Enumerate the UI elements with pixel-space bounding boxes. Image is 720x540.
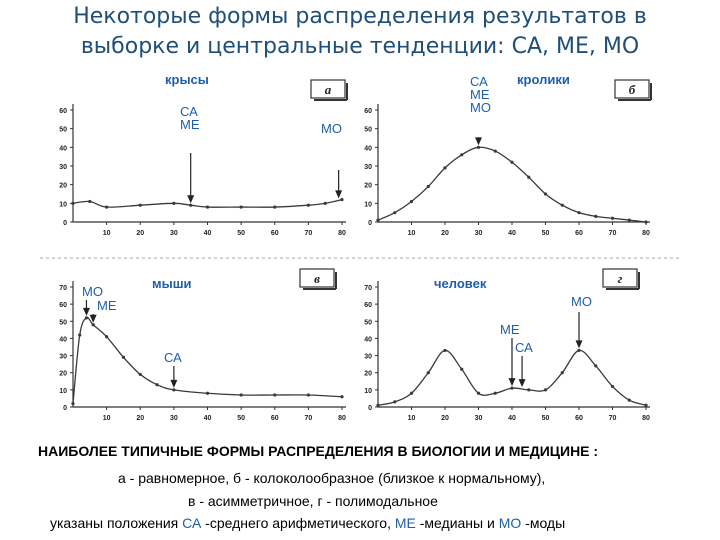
panel-г <box>364 269 650 422</box>
panel-letter: г <box>617 271 623 286</box>
data-point <box>611 217 614 220</box>
data-point <box>577 349 580 352</box>
y-tick-label: 40 <box>364 145 372 153</box>
data-point <box>105 335 108 338</box>
data-point <box>611 385 614 388</box>
panel-letter: в <box>314 271 320 286</box>
x-tick-label: 10 <box>407 415 416 422</box>
panel-title: крысы <box>165 72 209 87</box>
x-tick-label: 40 <box>203 415 212 422</box>
panel-в <box>59 269 346 422</box>
y-tick-label: 70 <box>59 285 67 292</box>
panel-б <box>364 72 651 237</box>
y-tick-label: 50 <box>364 319 372 327</box>
data-point <box>172 202 175 205</box>
y-tick-label: 10 <box>364 201 372 209</box>
data-point <box>340 198 343 201</box>
y-tick-label: 10 <box>364 387 372 395</box>
x-tick-label: 20 <box>441 415 449 422</box>
x-tick-label: 20 <box>136 230 145 237</box>
y-tick-label: 30 <box>59 164 67 171</box>
caption-line-3 <box>50 515 565 531</box>
data-point <box>189 204 192 207</box>
data-point <box>206 392 209 395</box>
data-point <box>577 211 580 214</box>
data-point <box>393 211 396 214</box>
data-point <box>427 371 430 374</box>
x-tick-label: 50 <box>541 230 550 237</box>
marker-label: МО <box>571 294 592 309</box>
marker-label: СА <box>515 340 533 355</box>
data-point <box>240 393 243 396</box>
marker-label: МО <box>321 121 342 136</box>
caption-mo: МО <box>498 515 522 531</box>
data-point <box>628 219 631 222</box>
data-point <box>410 392 413 395</box>
x-tick-label: 40 <box>203 230 212 237</box>
marker-arrowhead <box>335 190 342 198</box>
x-tick-label: 50 <box>237 230 246 237</box>
x-tick-label: 40 <box>508 230 516 237</box>
data-point <box>477 146 480 149</box>
data-point <box>92 323 95 326</box>
data-point <box>527 176 530 179</box>
data-point <box>427 185 430 188</box>
caption-ca-text: -среднего арифметического, <box>201 515 395 531</box>
y-tick-label: 20 <box>59 182 67 190</box>
panel-letter: а <box>324 82 332 97</box>
caption-me-text: -медианы и <box>415 515 499 531</box>
x-tick-label: 30 <box>169 415 178 422</box>
caption-prefix: указаны положения <box>50 515 183 531</box>
y-tick-label: 50 <box>364 126 372 134</box>
marker-label: СА <box>470 74 488 89</box>
y-tick-label: 50 <box>59 319 67 327</box>
data-point <box>376 219 379 222</box>
marker-label: МО <box>82 284 103 299</box>
data-point <box>105 205 108 208</box>
data-point <box>71 402 74 405</box>
data-point <box>628 399 631 402</box>
data-point <box>155 383 158 386</box>
marker-arrowhead <box>83 308 90 316</box>
y-tick-label: 30 <box>364 353 372 361</box>
panel-а <box>59 72 347 237</box>
data-point <box>544 192 547 195</box>
panel-letter: б <box>628 82 636 97</box>
marker-arrowhead <box>576 340 583 348</box>
data-point <box>376 404 379 407</box>
marker-arrowhead <box>187 195 194 203</box>
x-tick-label: 30 <box>169 230 178 237</box>
data-point <box>393 400 396 403</box>
x-tick-label: 80 <box>642 230 650 237</box>
y-tick-label: 60 <box>59 302 67 310</box>
data-point <box>527 388 530 391</box>
y-tick-label: 0 <box>63 405 67 412</box>
data-point <box>307 204 310 207</box>
x-tick-label: 50 <box>541 415 550 422</box>
x-tick-label: 60 <box>270 230 279 237</box>
data-point <box>510 387 513 390</box>
y-tick-label: 50 <box>59 126 67 134</box>
y-tick-label: 60 <box>59 108 67 115</box>
y-tick-label: 40 <box>364 336 372 344</box>
data-point <box>85 316 88 319</box>
data-point <box>324 202 327 205</box>
y-tick-label: 20 <box>59 370 67 378</box>
x-tick-label: 70 <box>304 230 313 237</box>
title-line-2: выборке и центральные тенденции: СА, МЕ, МО <box>80 34 640 59</box>
y-tick-label: 30 <box>59 353 67 361</box>
marker-arrowhead <box>475 137 482 145</box>
x-tick-label: 30 <box>474 230 483 237</box>
caption-heading: НАИБОЛЕЕ ТИПИЧНЫЕ ФОРМЫ РАСПРЕДЕЛЕНИЯ В БИОЛОГИИ И МЕДИЦИНЕ : <box>38 443 599 459</box>
y-tick-label: 10 <box>59 201 67 209</box>
x-tick-label: 50 <box>237 415 246 422</box>
x-tick-label: 10 <box>102 415 111 422</box>
marker-arrowhead <box>170 380 177 388</box>
y-tick-label: 40 <box>59 145 67 153</box>
panel-title: кролики <box>517 72 570 87</box>
data-point <box>561 371 564 374</box>
data-point <box>460 368 463 371</box>
y-tick-label: 10 <box>59 387 67 395</box>
caption-ca: СА <box>182 515 202 531</box>
data-point <box>273 393 276 396</box>
marker-arrowhead <box>509 378 516 386</box>
data-point <box>494 392 497 395</box>
x-tick-label: 30 <box>474 415 483 422</box>
x-tick-label: 20 <box>441 230 449 237</box>
y-tick-label: 0 <box>368 220 372 227</box>
data-point <box>410 200 413 203</box>
data-point <box>460 153 463 156</box>
x-tick-label: 20 <box>136 415 145 422</box>
data-point <box>122 356 125 359</box>
series-line <box>378 147 646 222</box>
x-tick-label: 80 <box>642 415 650 422</box>
y-tick-label: 40 <box>59 336 67 344</box>
data-point <box>594 215 597 218</box>
data-point <box>71 202 74 205</box>
series-line <box>73 318 342 404</box>
x-tick-label: 70 <box>304 415 313 422</box>
data-point <box>443 349 446 352</box>
data-point <box>443 166 446 169</box>
x-tick-label: 70 <box>608 415 617 422</box>
data-point <box>240 205 243 208</box>
data-point <box>510 161 513 164</box>
data-point <box>206 205 209 208</box>
data-point <box>78 333 81 336</box>
data-point <box>644 404 647 407</box>
panel-title: человек <box>434 276 487 291</box>
marker-arrowhead <box>519 379 526 387</box>
caption-line-2: в - асимметричное, г - полимодальное <box>188 493 438 509</box>
x-tick-label: 80 <box>338 230 346 237</box>
y-tick-label: 60 <box>364 108 372 115</box>
x-tick-label: 40 <box>508 415 516 422</box>
caption-line-1: а - равномерное, б - колоколообразное (близкое к нормальному), <box>118 470 546 486</box>
marker-label: МЕ <box>97 298 117 313</box>
title-line-1: Некоторые формы распределения результатов в <box>73 4 647 29</box>
x-tick-label: 60 <box>270 415 279 422</box>
marker-label: СА <box>164 350 182 365</box>
marker-label: МЕ <box>500 322 520 337</box>
data-point <box>139 204 142 207</box>
data-point <box>307 393 310 396</box>
x-tick-label: 70 <box>608 230 617 237</box>
data-point <box>88 200 91 203</box>
caption-me: МЕ <box>394 515 416 531</box>
panel-title: мыши <box>152 276 192 291</box>
data-point <box>644 220 647 223</box>
data-point <box>172 388 175 391</box>
y-tick-label: 30 <box>364 164 372 171</box>
marker-label: СА <box>180 104 198 119</box>
x-tick-label: 10 <box>407 230 416 237</box>
x-tick-label: 60 <box>575 415 583 422</box>
data-point <box>561 204 564 207</box>
y-tick-label: 60 <box>364 302 372 310</box>
data-point <box>273 205 276 208</box>
y-tick-label: 0 <box>63 220 67 227</box>
data-point <box>340 395 343 398</box>
marker-label: МЕ <box>470 87 490 102</box>
y-tick-label: 20 <box>364 182 372 190</box>
data-point <box>477 392 480 395</box>
y-tick-label: 20 <box>364 370 372 378</box>
data-point <box>544 388 547 391</box>
marker-label: МО <box>470 100 491 115</box>
data-point <box>594 364 597 367</box>
marker-label: МЕ <box>180 117 200 132</box>
data-point <box>139 373 142 376</box>
y-tick-label: 70 <box>364 285 372 292</box>
x-tick-label: 10 <box>102 230 111 237</box>
x-tick-label: 60 <box>575 230 583 237</box>
y-tick-label: 0 <box>368 405 372 412</box>
caption-mo-text: -моды <box>521 515 566 531</box>
data-point <box>494 149 497 152</box>
x-tick-label: 80 <box>338 415 346 422</box>
